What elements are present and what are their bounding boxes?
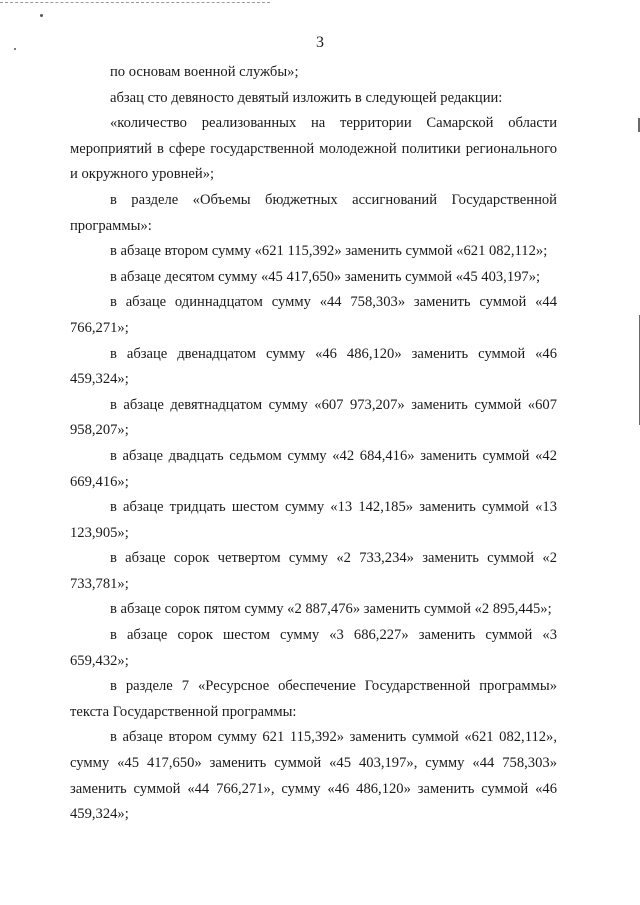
paragraph: «количество реализованных на территории Самарской области мероприятий в сфере государственной молодежной политики регионального и окружного уровней»; — [70, 115, 557, 183]
paragraph: в абзаце десятом сумму «45 417,650» заменить суммой «45 403,197»; — [110, 268, 541, 285]
paragraph: в абзаце двенадцатом сумму «46 486,120» заменить суммой «46 459,324»; — [70, 345, 557, 388]
paragraph: в абзаце втором сумму 621 115,392» заменить суммой «621 082,112», сумму «45 417,650» заменить суммой «45 403,197», сумму «44 758,303» заменить суммой «44 766,271», сумму «46 486,120» заменить суммой «46 459,324»; — [70, 729, 557, 823]
document-body — [70, 60, 557, 828]
paragraph: в разделе «Объемы бюджетных ассигнований Государственной программы»: — [70, 191, 557, 234]
paragraph: в абзаце сорок четвертом сумму «2 733,234» заменить суммой «2 733,781»; — [70, 550, 557, 592]
paragraph: по основам военной службы»; — [110, 64, 299, 80]
page-number: 3 — [316, 34, 324, 51]
scan-speck — [40, 14, 43, 17]
paragraph: в абзаце тридцать шестом сумму «13 142,185» заменить суммой «13 123,905»; — [70, 499, 557, 541]
paragraph: в разделе 7 «Ресурсное обеспечение Государственной программы» текста Государственной программы: — [70, 678, 557, 720]
paragraph: абзац сто девяносто девятый изложить в следующей редакции: — [110, 89, 503, 106]
paragraph: в абзаце втором сумму «621 115,392» заменить суммой «621 082,112»; — [110, 243, 548, 260]
paragraph: в абзаце девятнадцатом сумму «607 973,207» заменить суммой «607 958,207»; — [70, 396, 557, 439]
paragraph: в абзаце одиннадцатом сумму «44 758,303» заменить суммой «44 766,271»; — [70, 294, 557, 336]
paragraph: в абзаце двадцать седьмом сумму «42 684,416» заменить суммой «42 669,416»; — [70, 447, 557, 490]
paragraph: в абзаце сорок шестом сумму «3 686,227» заменить суммой «3 659,432»; — [70, 627, 557, 669]
scan-top-rule — [0, 2, 270, 3]
paragraph: в абзаце сорок пятом сумму «2 887,476» заменить суммой «2 895,445»; — [110, 601, 552, 618]
